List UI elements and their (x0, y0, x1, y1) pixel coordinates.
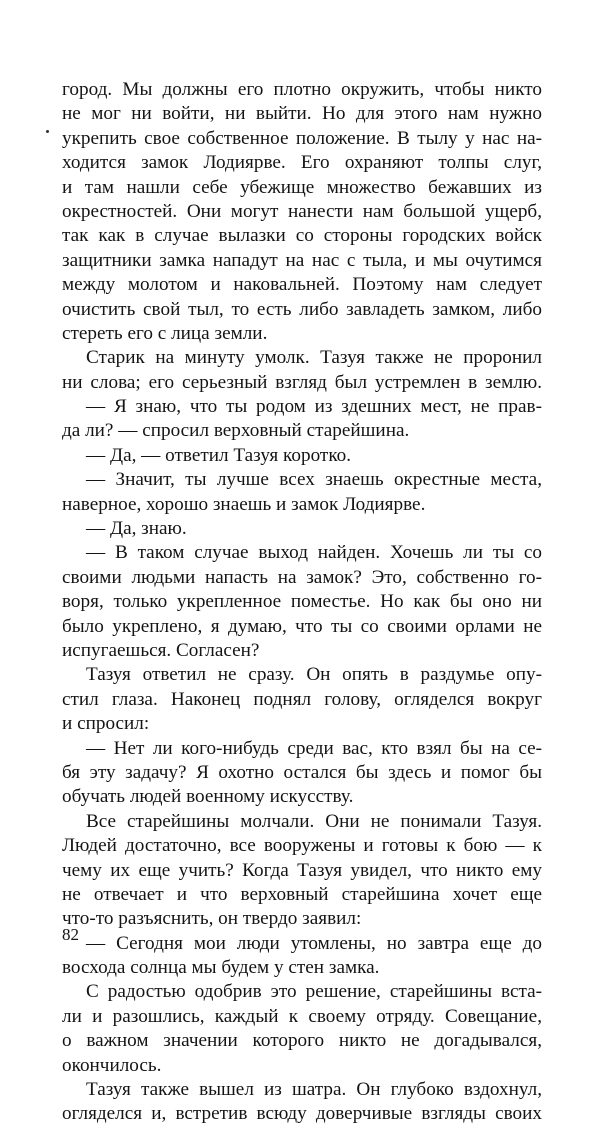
text-line: ни слова; его серьезный взгляд был устремлен в землю. (62, 371, 542, 393)
text-line: между молотом и наковальней. Поэтому нам следует (62, 274, 542, 296)
text-line: своими людьми напасть на замок? Это, собственно го- (62, 566, 542, 588)
text-line: восхода солнца мы будем у стен замка. (62, 957, 380, 979)
text-line: Старик на минуту умолк. Тазуя также не проронил (86, 347, 542, 369)
text-line: обучать людей военному искусству. (62, 786, 354, 808)
text-line: так как в случае вылазки со стороны городских войск (62, 225, 542, 247)
text-line: о важном значении которого никто не догадывался, (62, 1030, 542, 1052)
text-line: было укреплено, я думаю, что ты со своими орлами не (62, 615, 542, 637)
text-line: огляделся и, встретив всюду доверчивые взгляды своих (62, 1103, 542, 1125)
text-line: Все старейшины молчали. Они не понимали Тазуя. (86, 810, 542, 832)
text-line: Тазуя также вышел из шатра. Он глубоко вздохнул, (86, 1079, 542, 1101)
text-line: укрепить свое собственное положение. В тылу у нас на- (62, 127, 542, 149)
text-line: ли и разошлись, каждый к своему отряду. Совещание, (62, 1005, 542, 1027)
text-line: защитники замка нападут на нас с тыла, и мы очутимся (62, 249, 542, 271)
text-line: да ли? — спросил верховный старейшина. (62, 420, 410, 442)
text-line: окрестностей. Они могут нанести нам большой ущерб, (62, 200, 542, 222)
text-line: что-то разъяснить, он твердо заявил: (62, 908, 362, 930)
text-line: воря, только укрепленное поместье. Но как бы оно ни (62, 591, 542, 613)
text-line: не мог ни войти, ни выйти. Но для этого нам нужно (62, 103, 542, 125)
text-line: Людей достаточно, все вооружены и готовы к бою — к (62, 835, 542, 857)
text-line: — Я знаю, что ты родом из здешних мест, не прав- (86, 396, 542, 418)
text-line: и там нашли себе убежище множество бежавших из (62, 176, 542, 198)
text-line: окончилось. (62, 1054, 162, 1076)
text-line: — Нет ли кого-нибудь среди вас, кто взял бы на се- (86, 737, 542, 759)
text-line: стереть его с лица земли. (62, 322, 268, 344)
text-line: — Да, — ответил Тазуя коротко. (86, 444, 352, 466)
text-line: не отвечает и что верховный старейшина хочет еще (62, 883, 542, 905)
text-line: наверное, хорошо знаешь и замок Лодиярве. (62, 493, 426, 515)
text-line: город. Мы должны его плотно окружить, чтобы никто (62, 79, 542, 100)
text-line: — В таком случае выход найден. Хочешь ли ты со (86, 542, 542, 564)
text-line: бя эту задачу? Я охотно остался бы здесь и помог бы (62, 761, 542, 783)
text-line: — Сегодня мои люди утомлены, но завтра еще до (86, 932, 542, 954)
text-line: испугаешься. Согласен? (62, 639, 260, 661)
page-number: 82 (62, 925, 79, 944)
text-line: чему их еще учить? Когда Тазуя увидел, что никто ему (62, 859, 542, 881)
text-line: очистить свой тыл, то есть либо завладеть замком, либо (62, 298, 542, 320)
text-line: — Значит, ты лучше всех знаешь окрестные места, (86, 469, 542, 491)
text-line: и спросил: (62, 713, 150, 735)
margin-mark (46, 130, 49, 133)
text-line: — Да, знаю. (86, 518, 187, 540)
text-line: стил глаза. Наконец поднял голову, огляделся вокруг (62, 688, 542, 710)
page-body (62, 78, 542, 1127)
text-line: ходится замок Лодиярве. Его охраняют толпы слуг, (62, 152, 542, 174)
text-line: С радостью одобрив это решение, старейшины вста- (86, 981, 542, 1003)
text-line: Тазуя ответил не сразу. Он опять в раздумье опу- (86, 664, 542, 686)
